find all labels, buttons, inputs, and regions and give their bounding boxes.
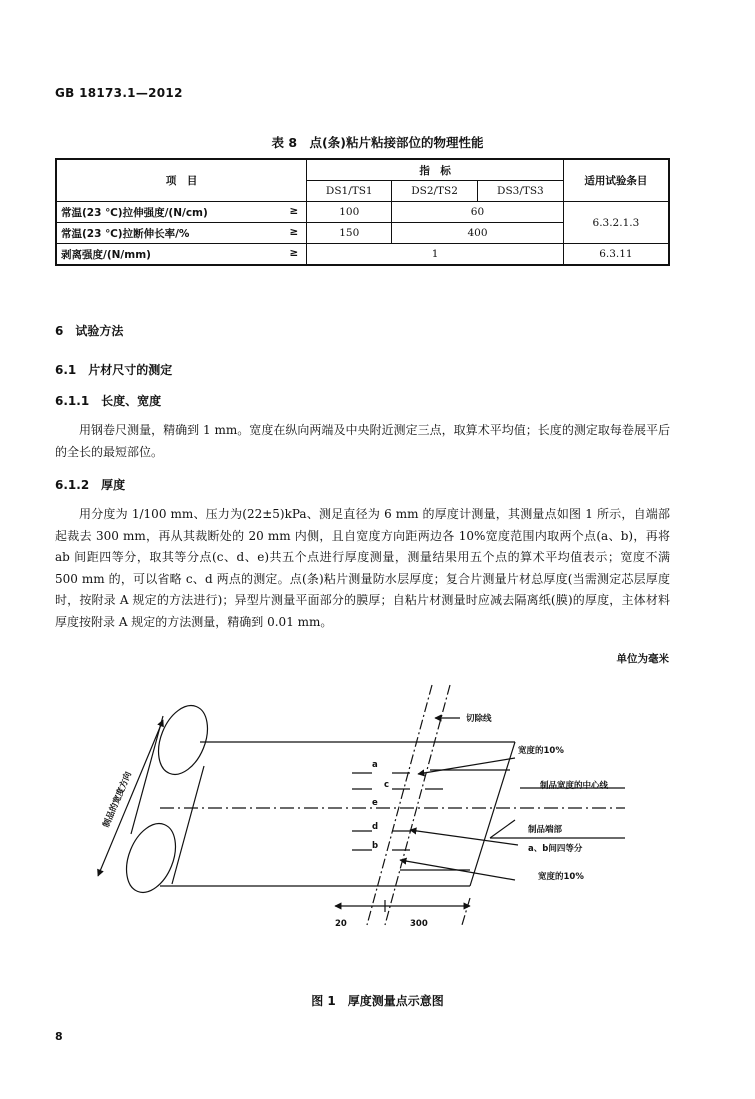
thickness-figure	[0, 680, 755, 980]
section-6-heading: 6 试验方法	[55, 324, 124, 338]
point-b: b	[372, 841, 379, 851]
label-product-end: 制品端部	[528, 825, 563, 835]
section-6-1-2-heading: 6.1.2 厚度	[55, 478, 126, 492]
label-center-line: 制品宽度的中心线	[540, 781, 609, 791]
point-d: d	[372, 822, 379, 832]
dimension-300: 300	[410, 919, 428, 929]
row-value: 150	[307, 223, 392, 244]
row-value: 60	[392, 202, 564, 223]
section-6-1-heading: 6.1 片材尺寸的测定	[55, 363, 173, 377]
page-number: 8	[55, 1030, 63, 1043]
dimension-20: 20	[335, 919, 347, 929]
row-item: 常温(23 ℃)拉伸强度/(N/cm)	[61, 206, 208, 219]
point-e: e	[372, 798, 378, 808]
unit-note: 单位为毫米	[616, 653, 669, 665]
header-item: 项 目	[56, 159, 307, 202]
point-a: a	[372, 760, 378, 770]
roll-bottom-ellipse	[117, 816, 185, 899]
subheader-ds2: DS2/TS2	[392, 181, 478, 202]
paragraph-6-1-2: 用分度为 1/100 mm、压力为(22±5)kPa、测足直径为 6 mm 的厚度计测量，其测量点如图 1 所示，自端部起裁去 300 mm，再从其裁断处的 20 mm 内侧，且自宽度方向距两边各 10%宽度范围内取两个点(a、b)，再将 ab 间距四等分，取其等分点(c、d、e)共五个点进行厚度测量，测量结果用五个点的算术平均值表示；宽度不满 500 mm 的，可以省略 c、d 两点的测定。点(条)粘片测量防水层厚度；复合片测量片材总厚度(当需测定芯层厚度时，按附录 A 规定的方法进行)；异型片测量平面部分的膜厚；自粘片材测量时应减去隔离纸(膜)的厚度，主体材料厚度按附录 A 规定的方法测量，精确到 0.01 mm。	[55, 507, 670, 629]
label-width10-bottom: 宽度的10%	[538, 872, 584, 882]
row-clause: 6.3.11	[563, 244, 669, 266]
table-row	[56, 244, 669, 266]
figure-caption: 图 1 厚度测量点示意图	[311, 994, 444, 1008]
table-caption: 表 8 点(条)粘片粘接部位的物理性能	[271, 135, 484, 150]
sheet-end-edge	[470, 742, 515, 886]
width-direction-arrow	[98, 720, 163, 876]
row-clause: 6.3.2.1.3	[563, 202, 669, 244]
section-6-1-1-heading: 6.1.1 长度、宽度	[55, 394, 162, 408]
header-indicator: 指 标	[307, 159, 563, 181]
row-value: 400	[392, 223, 564, 244]
row-operator: ≥	[289, 247, 299, 259]
roll-top-ellipse	[149, 698, 217, 781]
paragraph-6-1-1: 用钢卷尺测量，精确到 1 mm。宽度在纵向两端及中央附近测定三点，取算术平均值；长度的测定取每卷展平后的全长的最短部位。	[55, 423, 670, 459]
standard-number: GB 18173.1—2012	[55, 86, 183, 100]
row-value: 1	[307, 244, 563, 266]
label-quarter: a、b间四等分	[528, 844, 583, 854]
subheader-ds1: DS1/TS1	[307, 181, 392, 202]
table-row	[56, 202, 669, 223]
row-item: 剥离强度/(N/mm)	[61, 248, 151, 261]
point-c: c	[384, 780, 390, 790]
subheader-ds3: DS3/TS3	[477, 181, 563, 202]
label-width-direction: 制品的宽度方向	[101, 770, 135, 830]
properties-table	[55, 158, 670, 266]
row-operator: ≥	[289, 205, 299, 217]
label-width10-top: 宽度的10%	[518, 746, 564, 756]
cut-line	[385, 685, 450, 925]
row-item: 常温(23 ℃)拉断伸长率/%	[61, 227, 190, 240]
row-operator: ≥	[289, 226, 299, 238]
row-value: 100	[307, 202, 392, 223]
label-cut-line: 切除线	[466, 714, 492, 724]
header-clause: 适用试验条目	[563, 159, 669, 202]
